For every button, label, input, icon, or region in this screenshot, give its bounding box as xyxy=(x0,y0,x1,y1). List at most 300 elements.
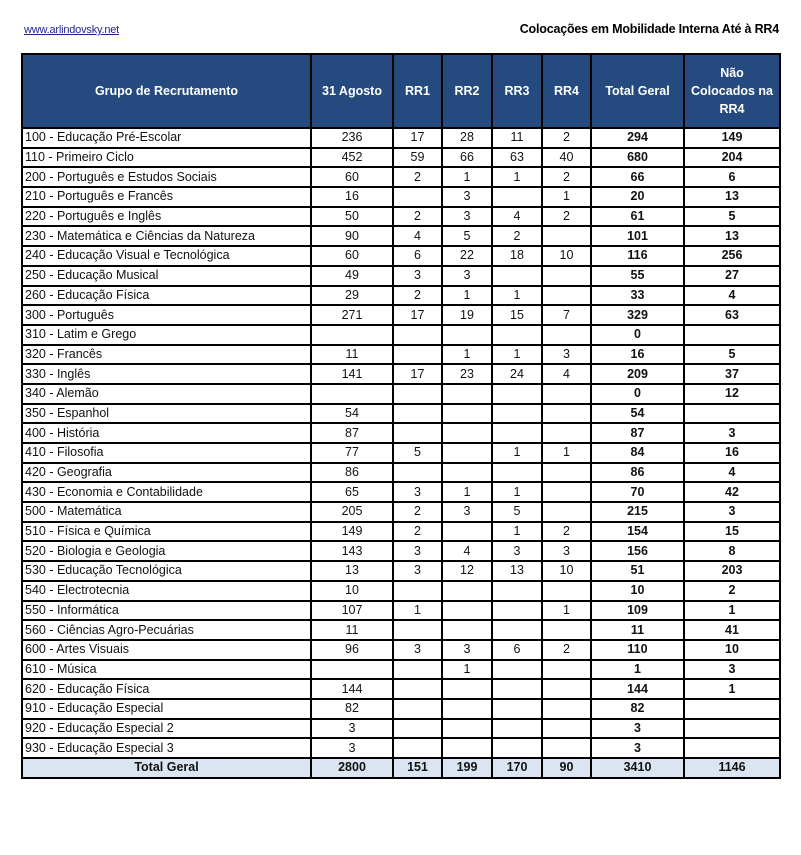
value-cell: 2 xyxy=(542,128,591,148)
total-row xyxy=(22,758,780,778)
value-cell xyxy=(542,423,591,443)
nao-colocados-cell: 5 xyxy=(684,345,780,365)
grupo-cell: 400 - História xyxy=(22,423,311,443)
value-cell: 2 xyxy=(393,286,442,306)
table-body xyxy=(22,128,780,758)
col-header-nao-colocados: Não Colocados na RR4 xyxy=(684,54,780,128)
value-cell: 77 xyxy=(311,443,393,463)
value-cell: 2 xyxy=(393,167,442,187)
value-cell xyxy=(442,463,492,483)
nao-colocados-cell: 8 xyxy=(684,541,780,561)
nao-colocados-cell xyxy=(684,325,780,345)
value-cell: 63 xyxy=(492,148,542,168)
col-header-rr3: RR3 xyxy=(492,54,542,128)
value-cell: 2 xyxy=(393,207,442,227)
value-cell: 2 xyxy=(542,207,591,227)
value-cell xyxy=(393,187,442,207)
grupo-cell: 310 - Latim e Grego xyxy=(22,325,311,345)
nao-colocados-cell: 3 xyxy=(684,423,780,443)
total-cell: 170 xyxy=(492,758,542,778)
total-geral-cell: 61 xyxy=(591,207,684,227)
value-cell xyxy=(492,423,542,443)
value-cell: 2 xyxy=(492,226,542,246)
grupo-cell: 230 - Matemática e Ciências da Natureza xyxy=(22,226,311,246)
value-cell: 17 xyxy=(393,364,442,384)
value-cell xyxy=(492,325,542,345)
nao-colocados-cell: 10 xyxy=(684,640,780,660)
nao-colocados-cell: 37 xyxy=(684,364,780,384)
value-cell: 1 xyxy=(442,482,492,502)
total-geral-cell: 209 xyxy=(591,364,684,384)
value-cell: 4 xyxy=(492,207,542,227)
total-cell: 3410 xyxy=(591,758,684,778)
value-cell: 236 xyxy=(311,128,393,148)
table-row xyxy=(22,620,780,640)
value-cell xyxy=(393,660,442,680)
value-cell: 3 xyxy=(542,345,591,365)
value-cell: 5 xyxy=(442,226,492,246)
value-cell: 1 xyxy=(542,187,591,207)
nao-colocados-cell: 13 xyxy=(684,226,780,246)
value-cell xyxy=(542,719,591,739)
total-geral-cell: 10 xyxy=(591,581,684,601)
table-row xyxy=(22,640,780,660)
total-geral-cell: 33 xyxy=(591,286,684,306)
value-cell xyxy=(492,187,542,207)
table-row xyxy=(22,286,780,306)
value-cell xyxy=(492,660,542,680)
value-cell: 87 xyxy=(311,423,393,443)
value-cell: 86 xyxy=(311,463,393,483)
value-cell: 24 xyxy=(492,364,542,384)
value-cell: 3 xyxy=(542,541,591,561)
value-cell: 3 xyxy=(393,541,442,561)
value-cell: 60 xyxy=(311,167,393,187)
value-cell: 12 xyxy=(442,561,492,581)
value-cell xyxy=(442,443,492,463)
total-geral-cell: 70 xyxy=(591,482,684,502)
value-cell: 1 xyxy=(393,601,442,621)
table-row xyxy=(22,207,780,227)
value-cell xyxy=(542,738,591,758)
col-header-31-agosto: 31 Agosto xyxy=(311,54,393,128)
value-cell: 3 xyxy=(492,541,542,561)
value-cell xyxy=(442,679,492,699)
value-cell: 3 xyxy=(393,640,442,660)
value-cell xyxy=(393,404,442,424)
value-cell: 452 xyxy=(311,148,393,168)
value-cell xyxy=(393,581,442,601)
value-cell: 3 xyxy=(442,502,492,522)
total-geral-cell: 156 xyxy=(591,541,684,561)
value-cell: 18 xyxy=(492,246,542,266)
value-cell: 17 xyxy=(393,128,442,148)
value-cell xyxy=(542,226,591,246)
total-geral-cell: 86 xyxy=(591,463,684,483)
value-cell: 1 xyxy=(492,522,542,542)
grupo-cell: 510 - Física e Química xyxy=(22,522,311,542)
value-cell xyxy=(311,660,393,680)
value-cell xyxy=(393,679,442,699)
value-cell xyxy=(393,699,442,719)
value-cell xyxy=(492,620,542,640)
value-cell: 1 xyxy=(492,345,542,365)
value-cell: 143 xyxy=(311,541,393,561)
value-cell xyxy=(442,423,492,443)
nao-colocados-cell xyxy=(684,738,780,758)
total-geral-cell: 294 xyxy=(591,128,684,148)
grupo-cell: 620 - Educação Física xyxy=(22,679,311,699)
col-header-rr2: RR2 xyxy=(442,54,492,128)
value-cell xyxy=(442,404,492,424)
table-row xyxy=(22,167,780,187)
total-geral-cell: 54 xyxy=(591,404,684,424)
grupo-cell: 420 - Geografia xyxy=(22,463,311,483)
value-cell: 1 xyxy=(542,443,591,463)
value-cell: 1 xyxy=(442,345,492,365)
table-row xyxy=(22,482,780,502)
value-cell: 3 xyxy=(442,640,492,660)
table-row xyxy=(22,345,780,365)
value-cell: 66 xyxy=(442,148,492,168)
nao-colocados-cell: 13 xyxy=(684,187,780,207)
table-row xyxy=(22,601,780,621)
grupo-cell: 540 - Electrotecnia xyxy=(22,581,311,601)
grupo-cell: 350 - Espanhol xyxy=(22,404,311,424)
value-cell: 23 xyxy=(442,364,492,384)
col-header-grupo: Grupo de Recrutamento xyxy=(22,54,311,128)
total-cell: 90 xyxy=(542,758,591,778)
value-cell xyxy=(393,345,442,365)
value-cell xyxy=(393,423,442,443)
table-row xyxy=(22,719,780,739)
table-row xyxy=(22,463,780,483)
nao-colocados-cell: 1 xyxy=(684,601,780,621)
nao-colocados-cell: 1 xyxy=(684,679,780,699)
value-cell: 10 xyxy=(542,246,591,266)
grupo-cell: 410 - Filosofia xyxy=(22,443,311,463)
table-row xyxy=(22,305,780,325)
total-geral-cell: 0 xyxy=(591,325,684,345)
total-geral-cell: 101 xyxy=(591,226,684,246)
col-header-rr1: RR1 xyxy=(393,54,442,128)
total-geral-cell: 55 xyxy=(591,266,684,286)
value-cell xyxy=(492,601,542,621)
value-cell xyxy=(542,660,591,680)
value-cell: 1 xyxy=(442,286,492,306)
grupo-cell: 100 - Educação Pré-Escolar xyxy=(22,128,311,148)
table-row xyxy=(22,266,780,286)
value-cell xyxy=(492,581,542,601)
value-cell: 16 xyxy=(311,187,393,207)
nao-colocados-cell: 149 xyxy=(684,128,780,148)
nao-colocados-cell: 42 xyxy=(684,482,780,502)
table-row xyxy=(22,325,780,345)
value-cell: 2 xyxy=(542,167,591,187)
table-row xyxy=(22,581,780,601)
total-geral-cell: 84 xyxy=(591,443,684,463)
total-geral-cell: 215 xyxy=(591,502,684,522)
grupo-cell: 550 - Informática xyxy=(22,601,311,621)
value-cell xyxy=(542,482,591,502)
value-cell: 144 xyxy=(311,679,393,699)
value-cell: 1 xyxy=(492,167,542,187)
value-cell xyxy=(442,522,492,542)
value-cell: 11 xyxy=(311,345,393,365)
value-cell xyxy=(442,325,492,345)
total-geral-cell: 109 xyxy=(591,601,684,621)
value-cell xyxy=(542,699,591,719)
table-row xyxy=(22,187,780,207)
nao-colocados-cell: 41 xyxy=(684,620,780,640)
grupo-cell: 210 - Português e Francês xyxy=(22,187,311,207)
value-cell: 2 xyxy=(393,522,442,542)
grupo-cell: 240 - Educação Visual e Tecnológica xyxy=(22,246,311,266)
total-geral-cell: 1 xyxy=(591,660,684,680)
col-header-rr4: RR4 xyxy=(542,54,591,128)
placements-table xyxy=(21,53,781,779)
value-cell: 11 xyxy=(311,620,393,640)
grupo-cell: 200 - Português e Estudos Sociais xyxy=(22,167,311,187)
total-geral-cell: 116 xyxy=(591,246,684,266)
nao-colocados-cell: 27 xyxy=(684,266,780,286)
value-cell: 60 xyxy=(311,246,393,266)
grupo-cell: 320 - Francês xyxy=(22,345,311,365)
value-cell xyxy=(542,384,591,404)
value-cell: 2 xyxy=(393,502,442,522)
grupo-cell: 330 - Inglês xyxy=(22,364,311,384)
total-cell: 151 xyxy=(393,758,442,778)
value-cell xyxy=(542,286,591,306)
total-geral-cell: 16 xyxy=(591,345,684,365)
total-geral-cell: 144 xyxy=(591,679,684,699)
value-cell: 271 xyxy=(311,305,393,325)
value-cell: 11 xyxy=(492,128,542,148)
value-cell xyxy=(311,325,393,345)
value-cell xyxy=(442,620,492,640)
value-cell: 1 xyxy=(442,167,492,187)
value-cell xyxy=(542,620,591,640)
value-cell xyxy=(542,325,591,345)
grupo-cell: 520 - Biologia e Geologia xyxy=(22,541,311,561)
total-geral-cell: 680 xyxy=(591,148,684,168)
value-cell: 82 xyxy=(311,699,393,719)
value-cell: 4 xyxy=(442,541,492,561)
grupo-cell: 340 - Alemão xyxy=(22,384,311,404)
table-row xyxy=(22,738,780,758)
value-cell: 15 xyxy=(492,305,542,325)
value-cell xyxy=(393,384,442,404)
value-cell: 2 xyxy=(542,522,591,542)
grupo-cell: 300 - Português xyxy=(22,305,311,325)
table-row xyxy=(22,541,780,561)
total-cell: 2800 xyxy=(311,758,393,778)
value-cell: 4 xyxy=(393,226,442,246)
nao-colocados-cell: 3 xyxy=(684,502,780,522)
grupo-cell: 110 - Primeiro Ciclo xyxy=(22,148,311,168)
value-cell xyxy=(442,384,492,404)
value-cell: 205 xyxy=(311,502,393,522)
value-cell: 22 xyxy=(442,246,492,266)
nao-colocados-cell: 2 xyxy=(684,581,780,601)
header-row xyxy=(22,54,780,128)
value-cell xyxy=(393,738,442,758)
value-cell: 13 xyxy=(311,561,393,581)
grupo-cell: 930 - Educação Especial 3 xyxy=(22,738,311,758)
value-cell xyxy=(492,463,542,483)
table-row xyxy=(22,423,780,443)
value-cell: 5 xyxy=(393,443,442,463)
value-cell: 54 xyxy=(311,404,393,424)
table-row xyxy=(22,443,780,463)
nao-colocados-cell: 16 xyxy=(684,443,780,463)
value-cell: 3 xyxy=(442,187,492,207)
value-cell: 10 xyxy=(542,561,591,581)
nao-colocados-cell: 12 xyxy=(684,384,780,404)
value-cell: 17 xyxy=(393,305,442,325)
value-cell: 2 xyxy=(542,640,591,660)
value-cell: 29 xyxy=(311,286,393,306)
value-cell: 65 xyxy=(311,482,393,502)
total-cell: 199 xyxy=(442,758,492,778)
value-cell: 149 xyxy=(311,522,393,542)
table-row xyxy=(22,679,780,699)
nao-colocados-cell xyxy=(684,404,780,424)
value-cell xyxy=(393,620,442,640)
value-cell xyxy=(393,719,442,739)
table-row xyxy=(22,148,780,168)
site-link[interactable]: www.arlindovsky.net xyxy=(24,24,120,36)
table-row xyxy=(22,226,780,246)
grupo-cell: 600 - Artes Visuais xyxy=(22,640,311,660)
value-cell xyxy=(542,581,591,601)
table-row xyxy=(22,561,780,581)
value-cell: 49 xyxy=(311,266,393,286)
value-cell xyxy=(311,384,393,404)
grupo-cell: 500 - Matemática xyxy=(22,502,311,522)
table-row xyxy=(22,522,780,542)
grupo-cell: 910 - Educação Especial xyxy=(22,699,311,719)
total-geral-cell: 51 xyxy=(591,561,684,581)
value-cell: 4 xyxy=(542,364,591,384)
value-cell: 1 xyxy=(492,286,542,306)
value-cell xyxy=(492,679,542,699)
total-label: Total Geral xyxy=(22,758,311,778)
document-title: Colocações em Mobilidade Interna Até à RR4 xyxy=(519,22,779,36)
table-row xyxy=(22,128,780,148)
total-geral-cell: 87 xyxy=(591,423,684,443)
grupo-cell: 260 - Educação Física xyxy=(22,286,311,306)
nao-colocados-cell: 15 xyxy=(684,522,780,542)
nao-colocados-cell: 4 xyxy=(684,286,780,306)
nao-colocados-cell: 63 xyxy=(684,305,780,325)
value-cell xyxy=(492,266,542,286)
value-cell: 6 xyxy=(393,246,442,266)
table-row xyxy=(22,660,780,680)
value-cell: 141 xyxy=(311,364,393,384)
value-cell: 6 xyxy=(492,640,542,660)
nao-colocados-cell: 5 xyxy=(684,207,780,227)
value-cell xyxy=(542,502,591,522)
nao-colocados-cell xyxy=(684,719,780,739)
nao-colocados-cell: 256 xyxy=(684,246,780,266)
value-cell xyxy=(542,679,591,699)
grupo-cell: 220 - Português e Inglês xyxy=(22,207,311,227)
grupo-cell: 530 - Educação Tecnológica xyxy=(22,561,311,581)
table-row xyxy=(22,246,780,266)
value-cell: 3 xyxy=(442,266,492,286)
total-geral-cell: 0 xyxy=(591,384,684,404)
grupo-cell: 610 - Música xyxy=(22,660,311,680)
value-cell: 3 xyxy=(393,266,442,286)
grupo-cell: 560 - Ciências Agro-Pecuárias xyxy=(22,620,311,640)
value-cell: 3 xyxy=(311,738,393,758)
nao-colocados-cell: 6 xyxy=(684,167,780,187)
value-cell: 107 xyxy=(311,601,393,621)
total-geral-cell: 154 xyxy=(591,522,684,542)
table-row xyxy=(22,502,780,522)
table-row xyxy=(22,384,780,404)
value-cell: 1 xyxy=(442,660,492,680)
nao-colocados-cell: 4 xyxy=(684,463,780,483)
value-cell: 10 xyxy=(311,581,393,601)
total-geral-cell: 82 xyxy=(591,699,684,719)
value-cell: 13 xyxy=(492,561,542,581)
value-cell xyxy=(442,601,492,621)
total-geral-cell: 3 xyxy=(591,719,684,739)
value-cell xyxy=(492,738,542,758)
table-row xyxy=(22,699,780,719)
value-cell: 3 xyxy=(393,482,442,502)
total-geral-cell: 3 xyxy=(591,738,684,758)
value-cell: 90 xyxy=(311,226,393,246)
grupo-cell: 430 - Economia e Contabilidade xyxy=(22,482,311,502)
value-cell: 5 xyxy=(492,502,542,522)
value-cell: 59 xyxy=(393,148,442,168)
value-cell: 28 xyxy=(442,128,492,148)
value-cell xyxy=(393,463,442,483)
col-header-total-geral: Total Geral xyxy=(591,54,684,128)
nao-colocados-cell xyxy=(684,699,780,719)
total-geral-cell: 66 xyxy=(591,167,684,187)
value-cell xyxy=(492,719,542,739)
value-cell xyxy=(542,463,591,483)
value-cell: 96 xyxy=(311,640,393,660)
value-cell: 19 xyxy=(442,305,492,325)
value-cell xyxy=(492,699,542,719)
value-cell: 1 xyxy=(492,482,542,502)
value-cell xyxy=(442,738,492,758)
value-cell: 40 xyxy=(542,148,591,168)
total-geral-cell: 11 xyxy=(591,620,684,640)
value-cell: 7 xyxy=(542,305,591,325)
total-geral-cell: 329 xyxy=(591,305,684,325)
value-cell xyxy=(442,581,492,601)
value-cell xyxy=(442,719,492,739)
value-cell: 50 xyxy=(311,207,393,227)
value-cell: 3 xyxy=(393,561,442,581)
table-row xyxy=(22,404,780,424)
value-cell: 3 xyxy=(311,719,393,739)
grupo-cell: 920 - Educação Especial 2 xyxy=(22,719,311,739)
value-cell xyxy=(542,404,591,424)
nao-colocados-cell: 3 xyxy=(684,660,780,680)
total-geral-cell: 110 xyxy=(591,640,684,660)
nao-colocados-cell: 204 xyxy=(684,148,780,168)
value-cell xyxy=(542,266,591,286)
nao-colocados-cell: 203 xyxy=(684,561,780,581)
total-geral-cell: 20 xyxy=(591,187,684,207)
